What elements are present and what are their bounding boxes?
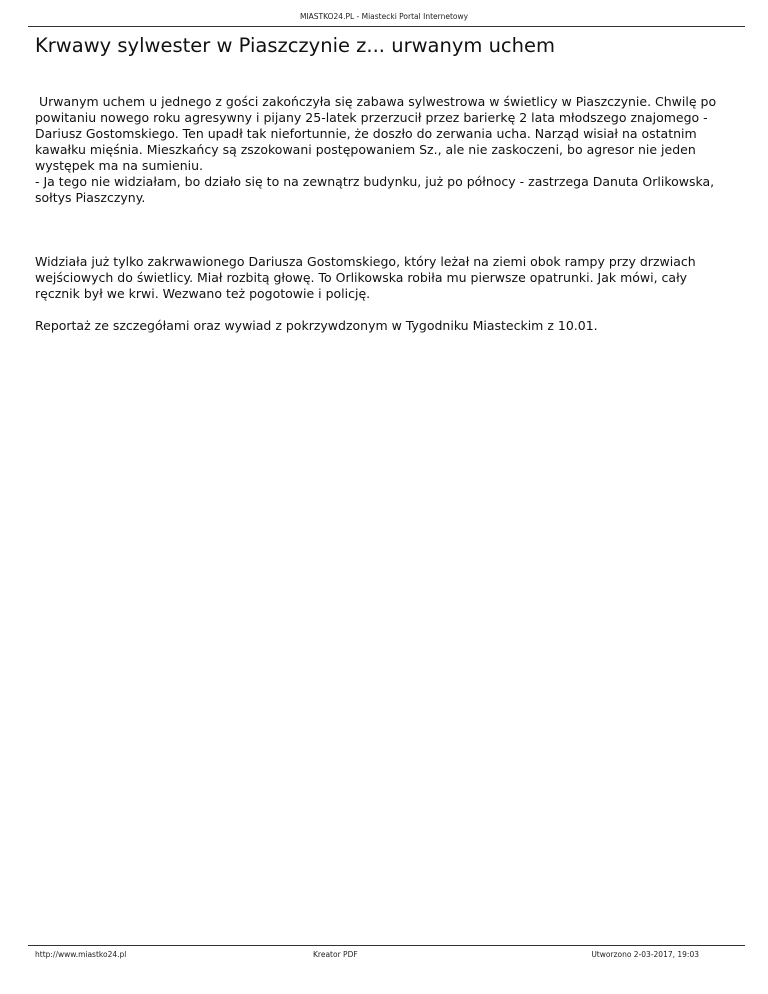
site-name: MIASTKO24.PL - Miastecki Portal Internetowy (299, 12, 469, 21)
page-header (0, 12, 768, 22)
article-title: Krwawy sylwester w Piaszczynie z... urwanym uchem (35, 34, 556, 57)
paragraph-spacer (35, 206, 735, 254)
footer-created-date: Utworzono 2-03-2017, 19:03 (591, 950, 699, 959)
article-paragraph: - Ja tego nie widziałam, bo działo się to na zewnątrz budynku, już po północy - zastrzega Danuta Orlikowska, sołtys Piaszczyny. (35, 174, 715, 205)
article-body (35, 94, 735, 334)
header-divider (28, 26, 745, 27)
article-paragraph: Widziała już tylko zakrwawionego Dariusza Gostomskiego, który leżał na ziemi obok rampy przy drzwiach wejściowych do świetlicy. Miał rozbitą głowę. To Orlikowska robiła mu pierwsze opatrunki. Jak mówi, cały ręcznik był we krwi. Wezwano też pogotowie i policję. (35, 254, 696, 301)
footer-divider (28, 945, 745, 946)
article-paragraph: Urwanym uchem u jednego z gości zakończyła się zabawa sylwestrowa w świetlicy w Piaszczynie. Chwilę po powitaniu nowego roku agresywny i pijany 25-latek przerzucił przez barierkę 2 lata młodszego znajomego - Dariusz Gostomskiego. Ten upadł tak niefortunnie, że doszło do zerwania ucha. Narząd wisiał na ostatnim kawałku mięśnia. Mieszkańcy są zszokowani postępowaniem Sz., ale nie zaskoczeni, bo agresor nie jeden występek ma na sumieniu. (35, 94, 717, 173)
footer-generator: Kreator PDF (313, 950, 358, 959)
paragraph-spacer (35, 302, 735, 318)
footer-url: http://www.miastko24.pl (35, 950, 127, 959)
article-paragraph: Reportaż ze szczegółami oraz wywiad z pokrzywdzonym w Tygodniku Miasteckim z 10.01. (35, 318, 598, 333)
